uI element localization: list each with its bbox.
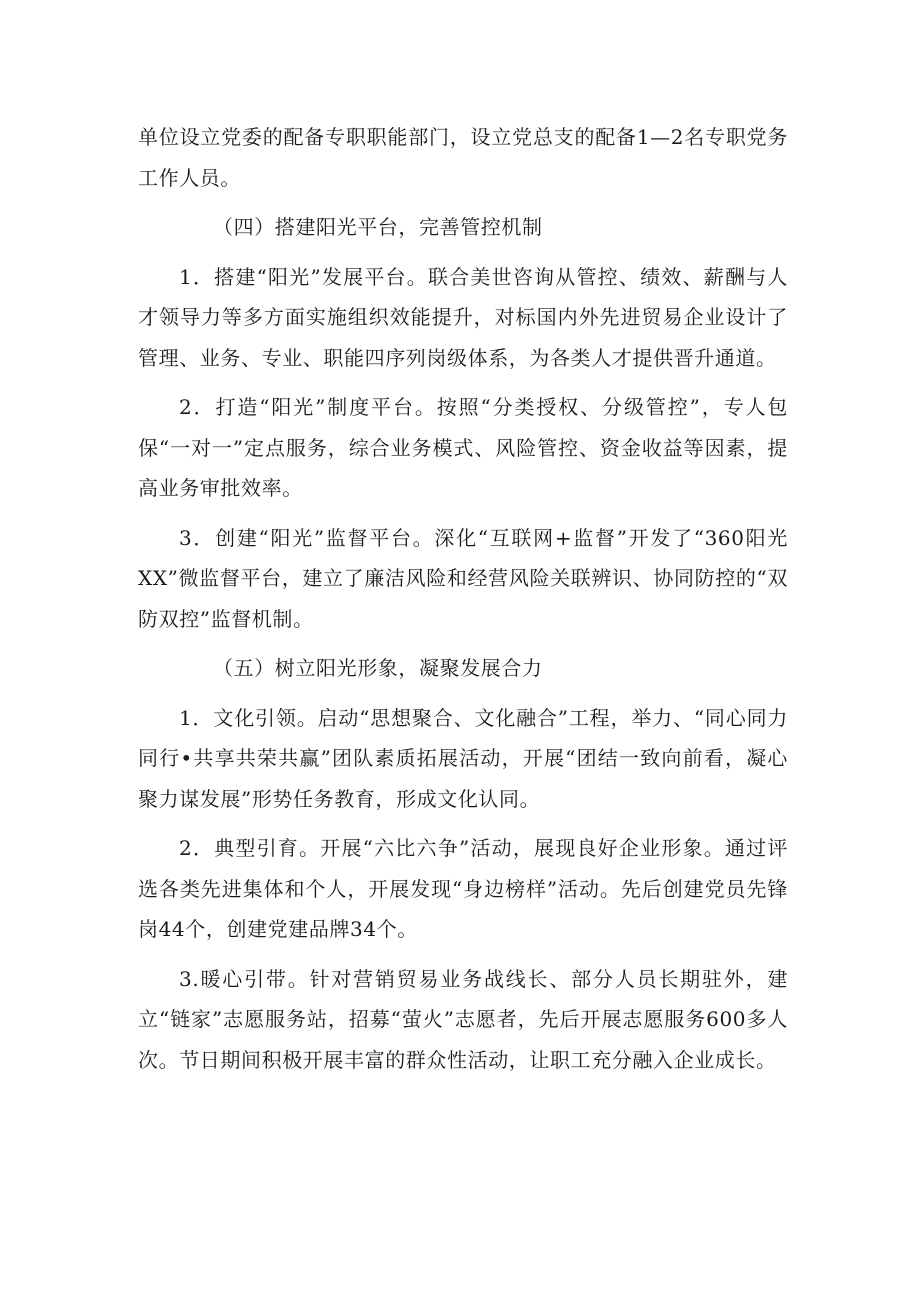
document-body	[138, 117, 788, 1080]
spacer	[138, 509, 788, 518]
paragraph-warmth: 3.暖心引带。针对营销贸易业务战线长、部分人员长期驻外，建立“链家”志愿服务站，招募“萤火”志愿者，先后开展志愿服务600多人次。节日期间积极开展丰富的群众性活动，让职工充分融入企业成长。	[138, 966, 788, 1072]
section-heading-5: （五）树立阳光形象，凝聚发展合力	[213, 656, 543, 680]
spacer	[138, 378, 788, 387]
spacer	[138, 689, 788, 698]
paragraph-continued: 单位设立党委的配备专职职能部门，设立党总支的配备1—2名专职党务工作人员。	[138, 125, 788, 190]
spacer	[138, 819, 788, 828]
paragraph-model: 2．典型引育。开展“六比六争”活动，展现良好企业形象。通过评选各类先进集体和个人，开展发现“身边榜样”活动。先后创建党员先锋岗44个，创建党建品牌34个。	[138, 836, 788, 941]
section-heading-4: （四）搭建阳光平台，完善管控机制	[213, 215, 543, 239]
spacer	[138, 248, 788, 257]
paragraph-item-1: 1．搭建“阳光”发展平台。联合美世咨询从管控、绩效、薪酬与人才领导力等多方面实施组织效能提升，对标国内外先进贸易企业设计了管理、业务、专业、职能四序列岗级体系，为各类人才提供晋升通道。	[138, 264, 788, 370]
spacer	[138, 639, 788, 648]
spacer	[138, 950, 788, 959]
paragraph-item-2: 2．打造“阳光”制度平台。按照“分类授权、分级管控”，专人包保“一对一”定点服务，综合业务模式、风险管控、资金收益等因素，提高业务审批效率。	[138, 395, 788, 500]
paragraph-item-3: 3．创建“阳光”监督平台。深化“互联网+监督”开发了“360阳光XX”微监督平台，建立了廉洁风险和经营风险关联辨识、协同防控的“双防双控”监督机制。	[138, 525, 788, 631]
paragraph-culture: 1．文化引领。启动“思想聚合、文化融合”工程，举力、“同心同力同行•共享共荣共赢”团队素质拓展活动，开展“团结一致向前看，凝心聚力谋发展”形势任务教育，形成文化认同。	[138, 705, 788, 811]
spacer	[138, 198, 788, 207]
